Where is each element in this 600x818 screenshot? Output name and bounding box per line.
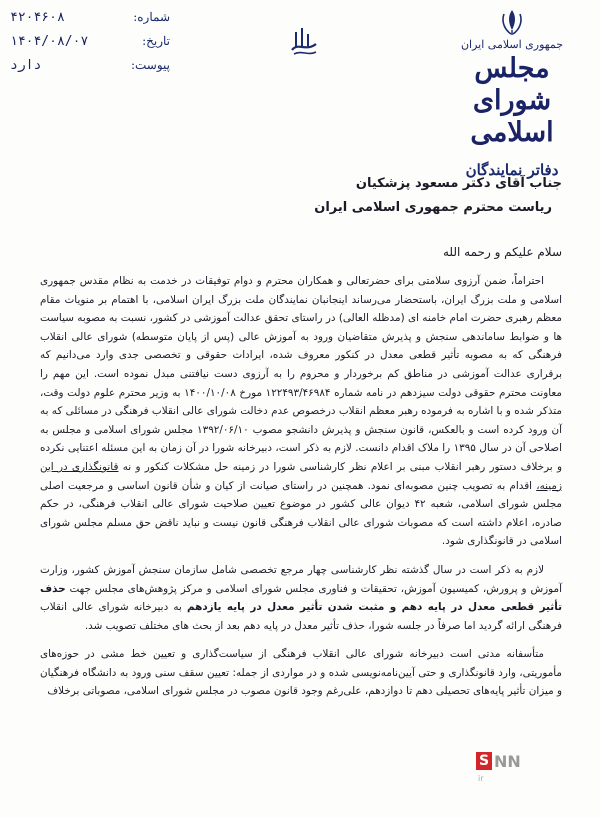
paragraph-2-text-b: به دبیرخانه شورای عالی انقلاب فرهنگی ارائه گردید اما صرفاً در جلسه شورا، حذف تأثیر معدل در پایه دهم بعد از بحث های مختلف تصویب شد. xyxy=(40,601,562,632)
paragraph-1-continued: اقدام به تصویب چنین مصوبه‌ای نمود. همچنین در راستای صیانت از کیان و شأن قانون اساسی و مرجعیت اصلی مجلس شورای اسلامی، شعبه ۴۲ دیوان عالی کشور در موضوع تعیین صلاحیت شورای عالی انقلاب فرهنگی، در حکم صادره، اعلام داشته است که مصوبات شورای عالی انقلاب فرهنگی قانون نیست و نباید ناقض حق مسلم مجلس شورای اسلامی در قانونگذاری شود. xyxy=(40,479,562,548)
salutation: سلام علیکم و رحمه الله xyxy=(442,245,562,259)
parliament-logo xyxy=(442,8,582,179)
meta-number-label: شماره: xyxy=(133,10,170,24)
letter-body xyxy=(40,172,562,701)
snn-logo-box: S xyxy=(476,752,492,770)
meta-date-value: ۱۴۰۴/۰۸/۰۷ xyxy=(10,34,89,49)
paragraph-3 xyxy=(40,645,562,701)
meta-number-row xyxy=(10,10,170,34)
paragraph-3-text: متأسفانه مدتی است دبیرخانه شورای عالی انقلاب فرهنگی از سیاست‌گذاری و تعیین خط مشی در حوزه‌های مأموریتی، وارد قانونگذاری و حتی آیین‌نامه‌نویسی شده و در مواردی از جمله: تعیین سقف سنی ورود به دانشگاه فرهنگیان و میزان تأثیر پایه‌های تحصیلی دهم تا دوازدهم، علی‌رغم وجود قانون مصوب در مجلس شورای اسلامی، مصوباتی برخلاف xyxy=(40,648,562,698)
logo-office-name: دفاتر نمایندگان xyxy=(465,161,559,179)
meta-attachment-value: دارد xyxy=(10,58,42,73)
paragraph-1-text: احتراماً، ضمن آرزوی سلامتی برای حضرتعالی و همکاران محترم و دوام توفیقات در خدمت به نظام مقدس جمهوری اسلامی و ملت بزرگ ایران، باستحضار می‌رساند اینجانبان نمایندگان ملت بزرگ ایران اسلامی، با اهتمام بر منویات مقام معظم رهبری حضرت امام خامنه ای (مدظله العالی) در راستای تحقق عدالت آموزشی در کشور، نسبت به مصوبه سیاست ها و ضوابط ساماندهی سنجش و پذیرش متقاضیان ورود به آموزش عالی (پس از پایان متوسطه) شورای عالی انقلاب فرهنگی که به مصوبه تأثیر قطعی معدل در کنکور معروف شده، ایرادات حقوقی و تخصصی جدی وارد می‌دانیم که برقراری عدالت آموزشی در مناطق کم برخوردار و محروم را به آرزوی دست نیافتنی مبدل نموده است. این مهم را معاونت محترم حقوقی دولت سیزدهم در نامه شماره ۱۲۲۴۹۳/۴۶۹۸۴ مورخ ۱۴۰۰/۱۰/۰۸ به وزیر محترم علوم دولت وقت، متذکر شده و با اشاره به فرموده رهبر معظم انقلاب درخصوص عدم دخالت شورای عالی انقلاب فرهنگی در مسائلی که به آن ورود کرده است و بالعکس، قانون سنجش و پذیرش دانشجو مصوب ۱۳۹۲/۰۶/۱۰ مجلس شورای اسلامی و مجلس به اصلاحی آن در سال ۱۳۹۵ را ملاک اقدام دانست. لازم به ذکر است، دبیرخانه شورا در آن زمان به این مسئله اعتنایی نکرده و برخلاف دستور رهبر انقلاب مبنی بر اعلام نظر کارشناسی شورا در زمینه حل مشکلات کنکور و نه xyxy=(40,275,562,473)
logo-country: جمهوری اسلامی ایران xyxy=(460,38,564,51)
iran-emblem-icon xyxy=(499,8,525,36)
paragraph-1-underlined: قانونگذاری در این زمینه، xyxy=(40,460,562,492)
letter-meta xyxy=(10,10,170,82)
meta-attachment-label: پیوست: xyxy=(130,58,170,72)
paragraph-2-text-a: لازم به ذکر است در سال گذشته نظر کارشناسی چهار مرجع تخصصی شامل سازمان سنجش آموزش کشور، وزارت آموزش و پرورش، کمیسیون آموزش، تحقیقات و فناوری مجلس شورای اسلامی و مرکز پژوهش‌های مجلس جهت xyxy=(40,563,562,595)
recipient-block xyxy=(40,172,562,220)
snn-logo-text: NN xyxy=(494,752,521,771)
basmala-icon xyxy=(288,22,320,58)
logo-parliament-name: مجلس شورای اسلامی xyxy=(470,53,554,148)
meta-number-value: ۴۲۰۴۶۰۸ xyxy=(10,10,65,25)
meta-date-row xyxy=(10,34,170,58)
meta-date-label: تاریخ: xyxy=(142,34,170,48)
snn-watermark xyxy=(476,752,522,792)
recipient-name: جناب آقای دکتر مسعود پزشکیان xyxy=(355,176,562,191)
paragraph-2-bold: حذف تأثیر قطعی معدل در پایه دهم و مثبت شدن تأثیر معدل در پایه یازدهم xyxy=(40,582,563,614)
recipient-title: ریاست محترم جمهوری اسلامی ایران xyxy=(314,200,552,215)
snn-site-suffix: ir xyxy=(478,774,484,783)
meta-attachment-row xyxy=(10,58,170,82)
paragraph-2 xyxy=(40,561,562,635)
paragraph-1 xyxy=(40,272,562,551)
